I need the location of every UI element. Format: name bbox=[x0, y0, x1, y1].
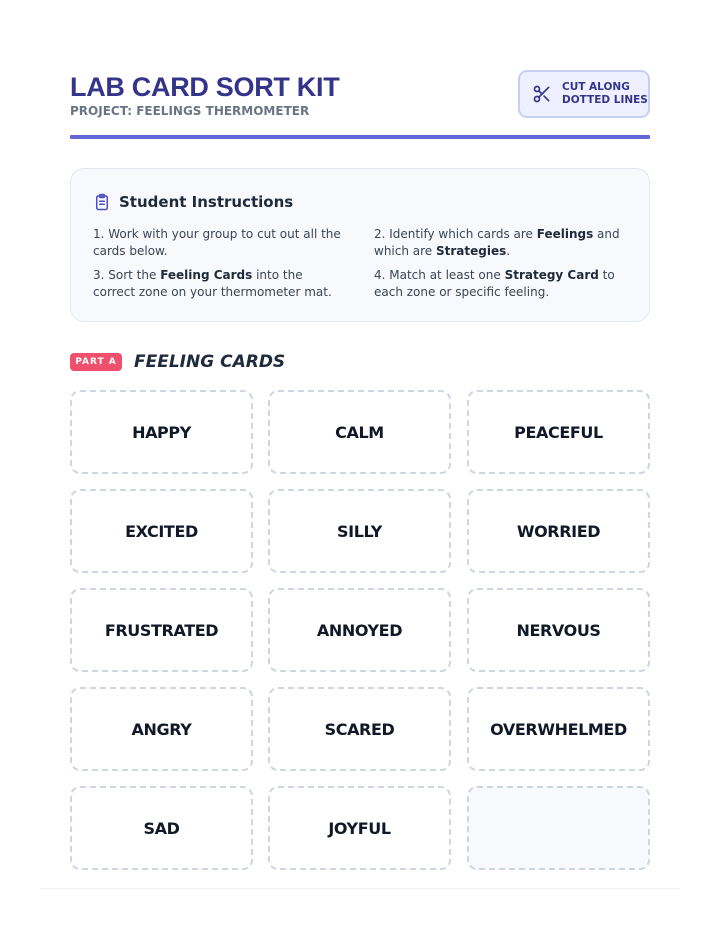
instructions-heading bbox=[93, 193, 293, 211]
feeling-card-label: PEACEFUL bbox=[514, 422, 603, 442]
feeling-card[interactable] bbox=[467, 489, 650, 573]
footer-divider bbox=[40, 888, 680, 889]
feeling-card[interactable] bbox=[70, 588, 253, 672]
feeling-card-label: ANNOYED bbox=[316, 620, 403, 640]
part-tag: PART A bbox=[70, 353, 122, 371]
feeling-card[interactable] bbox=[268, 588, 451, 672]
instruction-step-2: 2. Identify which cards are Feelings and which are Strategies. bbox=[374, 227, 620, 258]
instructions-title: Student Instructions bbox=[119, 193, 294, 211]
cut-badge-text bbox=[562, 81, 648, 107]
page-subtitle: PROJECT: FEELINGS THERMOMETER bbox=[70, 104, 310, 118]
feeling-card[interactable] bbox=[268, 489, 451, 573]
feeling-card-label: ANGRY bbox=[131, 719, 192, 739]
instruction-step-1: 1. Work with your group to cut out all the cards below. bbox=[93, 227, 341, 258]
instruction-step-4: 4. Match at least one Strategy Card to each zone or specific feeling. bbox=[374, 268, 615, 299]
feeling-card-label: EXCITED bbox=[125, 521, 198, 541]
clipboard-icon bbox=[93, 193, 111, 211]
feeling-card[interactable] bbox=[467, 588, 650, 672]
part-a-heading bbox=[70, 352, 285, 372]
instructions-panel bbox=[70, 168, 650, 322]
feeling-card[interactable] bbox=[70, 687, 253, 771]
feeling-card[interactable] bbox=[70, 786, 253, 870]
feeling-card-label: SAD bbox=[143, 818, 180, 838]
feeling-card-label: CALM bbox=[335, 422, 384, 442]
feeling-card[interactable] bbox=[467, 687, 650, 771]
feeling-card[interactable] bbox=[268, 687, 451, 771]
feeling-card-label: HAPPY bbox=[132, 422, 191, 442]
feeling-card[interactable] bbox=[268, 786, 451, 870]
feeling-card-label: JOYFUL bbox=[328, 818, 391, 838]
feeling-card-label: SCARED bbox=[324, 719, 395, 739]
feeling-card-label: WORRIED bbox=[516, 521, 601, 541]
header-divider bbox=[70, 135, 650, 139]
cut-badge-line1: CUT ALONG bbox=[562, 81, 630, 93]
page-title: LAB CARD SORT KIT bbox=[70, 72, 340, 102]
header bbox=[70, 70, 650, 132]
feeling-card-label: FRUSTRATED bbox=[104, 620, 219, 640]
instruction-step-3: 3. Sort the Feeling Cards into the correct zone on your thermometer mat. bbox=[93, 268, 332, 299]
feeling-card-label: NERVOUS bbox=[516, 620, 601, 640]
part-title: FEELING CARDS bbox=[134, 352, 286, 372]
cut-along-badge bbox=[518, 70, 650, 118]
blank-card bbox=[467, 786, 650, 870]
feeling-card[interactable] bbox=[467, 390, 650, 474]
feeling-card-label: OVERWHELMED bbox=[490, 719, 627, 739]
feeling-card[interactable] bbox=[70, 489, 253, 573]
feeling-card[interactable] bbox=[268, 390, 451, 474]
cut-badge-line2: DOTTED LINES bbox=[562, 94, 648, 106]
feeling-card-label: SILLY bbox=[337, 521, 382, 541]
feeling-card[interactable] bbox=[70, 390, 253, 474]
scissors-icon bbox=[532, 84, 552, 104]
